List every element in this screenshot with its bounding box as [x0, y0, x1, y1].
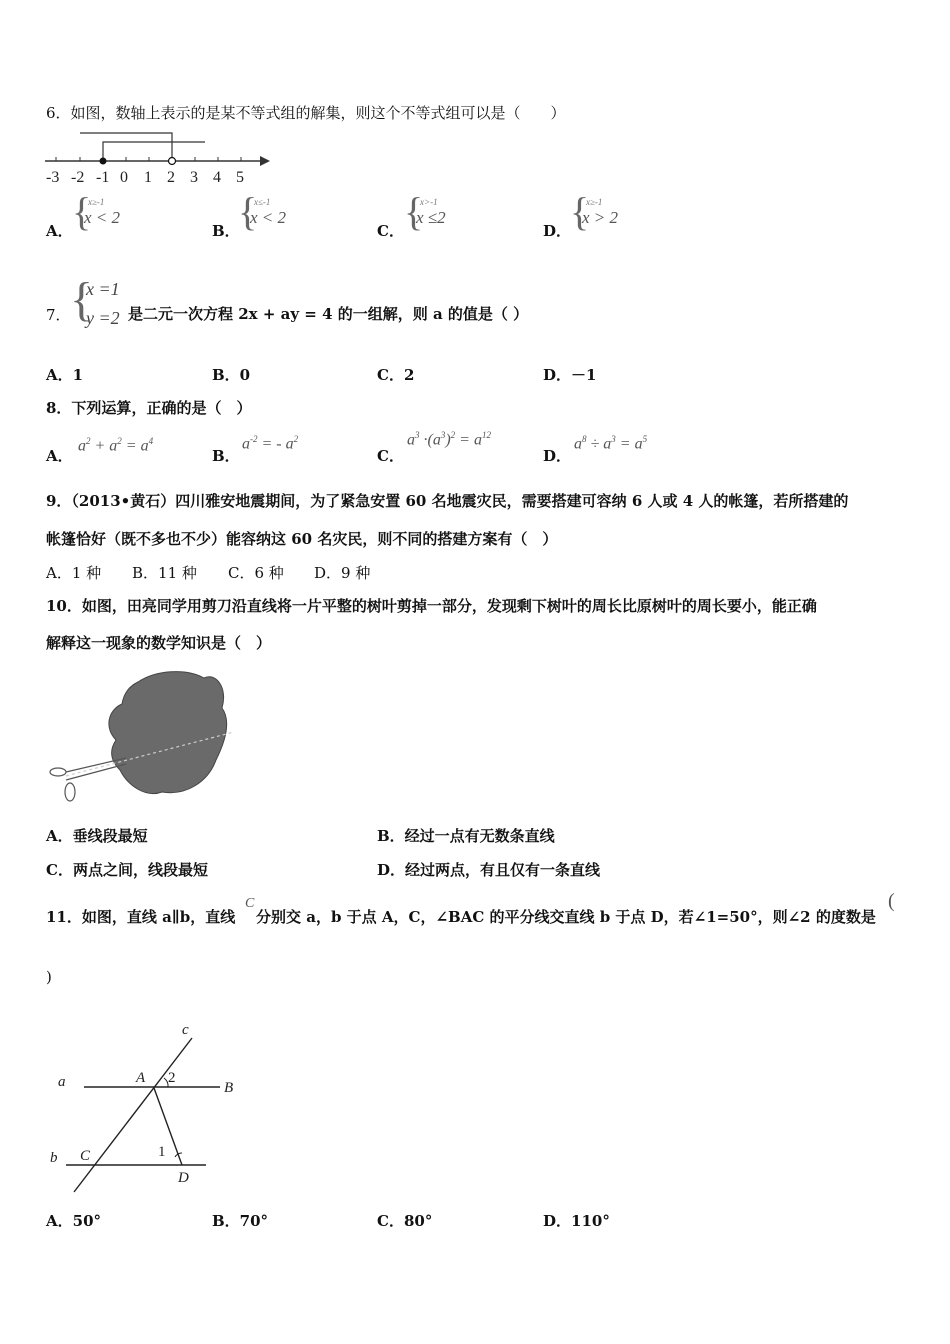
q7-system-x: x =1	[86, 279, 120, 299]
q6-c-bottom: x ≤2	[416, 208, 446, 227]
axis-label: -1	[96, 169, 110, 186]
brace: {	[70, 273, 94, 326]
q9-option-c: C．6 种	[228, 564, 284, 582]
axis-label: 3	[190, 169, 198, 186]
axis-label: 4	[213, 169, 221, 186]
q11-part2: 分别交 a，b 于点 A，C，∠BAC 的平分线交直线 b 于点 D，若∠1=50°，则∠2 的度数是	[256, 908, 876, 926]
q7-system-y: y =2	[86, 308, 120, 328]
q7-option-d: D．－1	[543, 366, 597, 384]
axis-label: -3	[46, 169, 60, 186]
q6-b-bottom: x < 2	[250, 208, 287, 227]
q8-text: 8．下列运算，正确的是（ ）	[46, 399, 252, 417]
q6-b-top: x≤-1	[254, 197, 271, 207]
q6-option-c-label: C．	[377, 222, 404, 240]
label-angle-1: 1	[158, 1144, 166, 1160]
q8-option-d-label: D．	[543, 447, 572, 465]
q6-option-d-label: D．	[543, 222, 572, 240]
q10-option-a: A．垂线段最短	[46, 827, 148, 845]
q8-option-a-label: A．	[46, 447, 73, 465]
q9-option-b: B．11 种	[132, 564, 197, 582]
label-a: a	[58, 1074, 66, 1090]
line-c	[74, 1038, 192, 1192]
brace: {	[404, 189, 424, 234]
scissors-icon	[50, 758, 126, 801]
q7-option-c: C．2	[377, 366, 415, 384]
q11-option-c: C．80°	[377, 1212, 433, 1230]
q10-option-b: B．经过一点有无数条直线	[377, 827, 555, 845]
q7-option-b: B．0	[212, 366, 251, 384]
q11-option-b: B．70°	[212, 1212, 269, 1230]
q6-d-bottom: x > 2	[582, 208, 619, 227]
q8-option-c-label: C．	[377, 447, 404, 465]
q8-option-d-formula: $a^8 \div a^3 = a^5$	[574, 434, 648, 453]
q6-a-bottom: x < 2	[84, 208, 121, 227]
q6-option-a-label: A．	[46, 222, 73, 240]
brace: {	[238, 189, 258, 234]
q6-d-top: x≥-1	[586, 197, 603, 207]
axis-label: 1	[144, 169, 152, 186]
label-point-a: A	[136, 1070, 146, 1086]
q6-option-b-label: B．	[212, 222, 240, 240]
q8-option-b-label: B．	[212, 447, 240, 465]
axis-label: 5	[236, 169, 244, 186]
q6-a-top: x≥-1	[88, 197, 105, 207]
brace: {	[72, 189, 92, 234]
label-point-d: D	[178, 1170, 189, 1186]
axis-label: 0	[120, 169, 128, 186]
q8-option-c-formula: $a^3 \cdot(a^3)^2 = a^{12}$	[407, 430, 491, 449]
q10-option-d: D．经过两点，有且仅有一条直线	[377, 861, 601, 879]
q10-option-c: C．两点之间，线段最短	[46, 861, 208, 879]
q7-text: 是二元一次方程 2x + ay = 4 的一组解，则 a 的值是（ ）	[128, 305, 529, 323]
q11-geometry-figure	[44, 1020, 274, 1200]
q8-option-a-formula: $a^2 + a^2 = a^4$	[78, 436, 154, 455]
axis-label: -2	[71, 169, 85, 186]
q9-line2: 帐篷恰好（既不多也不少）能容纳这 60 名灾民，则不同的搭建方案有（ ）	[46, 530, 558, 548]
axis-label: 2	[167, 169, 175, 186]
label-angle-2: 2	[168, 1070, 176, 1086]
q11-part1: 11．如图，直线 a∥b，直线	[46, 908, 236, 926]
q11-option-a: A．50°	[46, 1212, 102, 1230]
q10-line2: 解释这一现象的数学知识是（ ）	[46, 634, 272, 652]
q11-option-d: D．110°	[543, 1212, 610, 1230]
label-b: b	[50, 1150, 58, 1166]
label-c: c	[182, 1022, 189, 1038]
q9-option-d: D．9 种	[314, 564, 371, 582]
q7-option-a: A．1	[46, 366, 84, 384]
label-point-c: C	[80, 1148, 91, 1164]
q6-text: 6．如图，数轴上表示的是某不等式组的解集，则这个不等式组可以是（ ）	[46, 104, 566, 122]
q6-c-top: x>-1	[420, 197, 438, 207]
q8-option-b-formula: $a^{-2}$ = - $a^2$	[242, 434, 299, 453]
label-point-b: B	[224, 1080, 234, 1096]
q9-line1: 9．（2013•黄石）四川雅安地震期间，为了紧急安置 60 名地震灾民，需要搭建可容纳 6 人或 4 人的帐篷，若所搭建的	[46, 492, 849, 510]
q7-number: 7．	[46, 306, 71, 324]
leaf-scissors-figure	[46, 664, 236, 806]
q9-option-a: A．1 种	[46, 564, 102, 582]
q10-line1: 10．如图，田亮同学用剪刀沿直线将一片平整的树叶剪掉一部分，发现剩下树叶的周长比原树叶的周长要小，能正确	[46, 597, 817, 615]
brace: {	[570, 189, 590, 234]
q11-c-letter: C	[245, 896, 255, 911]
leaf	[109, 672, 227, 794]
q11-open-paren: (	[888, 890, 895, 912]
q11-close-paren: )	[46, 968, 52, 986]
q6-number-line	[40, 128, 270, 186]
